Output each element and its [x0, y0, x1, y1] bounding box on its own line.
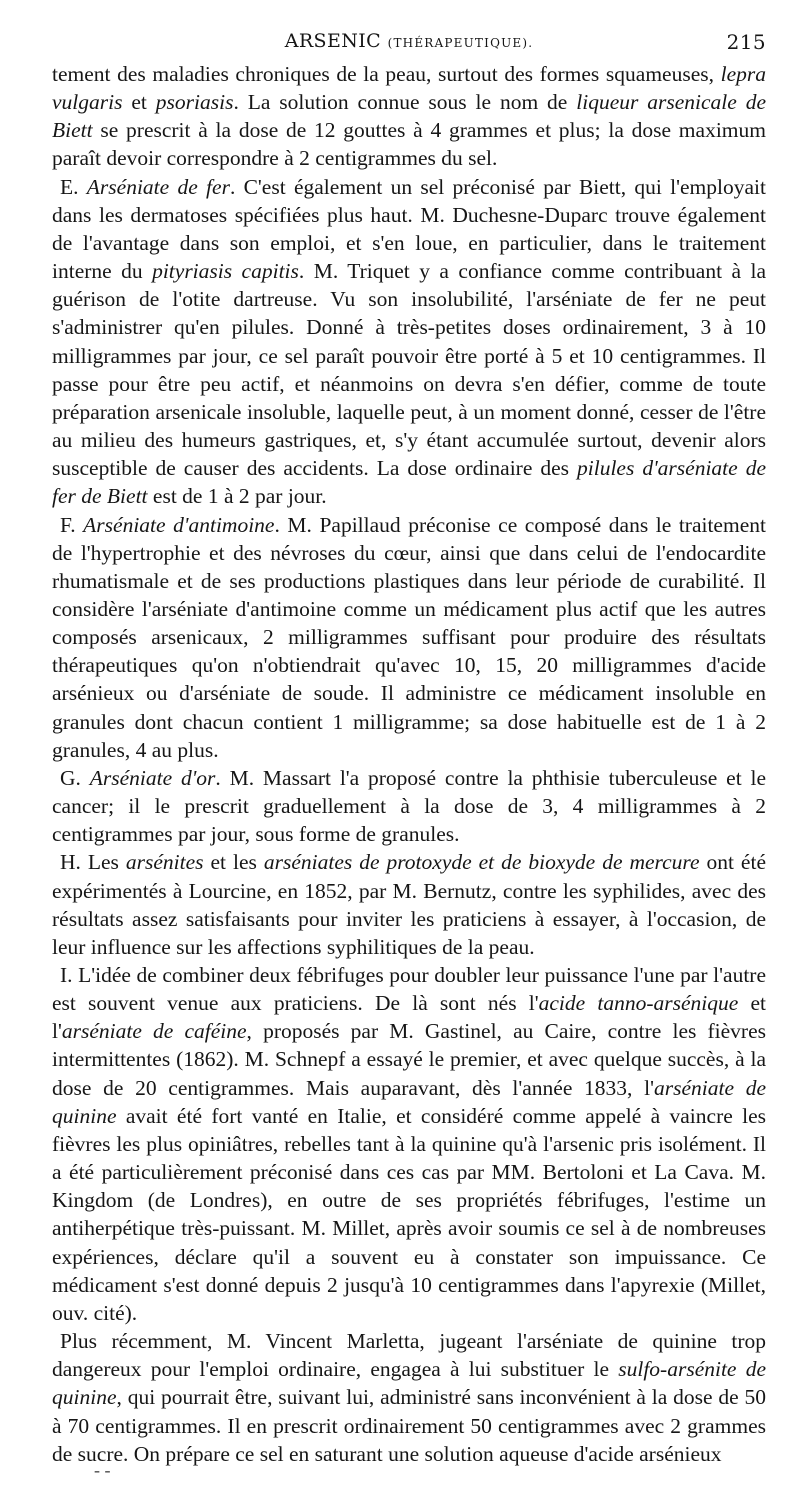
italic-term: arséniate de quinine	[52, 1075, 766, 1128]
italic-term: acide tanno-arsénique	[538, 991, 739, 1016]
italic-term: Arséniate d'or	[89, 765, 216, 790]
text-run: Plus récemment, M. Vincent Marletta, jugeant l'arséniate de quinine trop dangereux pour l'emploi ordinaire, engagea à lui substituer le	[52, 1329, 766, 1382]
text-run: G.	[60, 765, 90, 790]
text-run: . M. Papillaud préconise ce composé dans le traitement de l'hypertrophie et des névroses du cœur, ainsi que dans celui de l'endocardite rhumatismale et de ses productions plastiques dans leur période de curabilité. Il considère l'arséniate d'antimoine comme un médicament plus actif que les autres composés arsenicaux, 2 milligrammes suffisant pour produire des résultats thérapeutiques qu'on n'obtiendrait qu'avec 10, 15, 20 milligrammes d'acide arsénieux ou d'arséniate de soude. Il administre ce médicament insoluble en granules dont chacun contient 1 milligramme; sa dose habituelle est de 1 à 2 granules, 4 au plus.	[52, 512, 766, 762]
running-title-main: ARSENIC	[284, 30, 382, 52]
text-run: . La solution connue sous le nom de	[233, 90, 577, 115]
italic-term: pilules d'arséniate de fer de Biett	[52, 456, 766, 509]
text-run: E.	[60, 174, 87, 199]
italic-term: arsénites	[125, 850, 204, 875]
paragraph	[52, 848, 766, 961]
text-run: et les	[203, 850, 264, 875]
text-run: . M. Massart l'a proposé contre la phthisie tuberculeuse et le cancer; il le prescrit graduellement à la dose de 3, 4 milligrammes à 2 centigrammes par jour, sous forme de granules.	[52, 765, 766, 847]
italic-term: Arséniate d'antimoine	[83, 512, 275, 537]
italic-term: arséniates de protoxyde et de bioxyde de mercure	[263, 850, 700, 875]
text-run: , proposés par M. Gastinel, au Caire, contre les fièvres intermittentes (1862). M. Schnepf a essayé le premier, et avec quelque succès, à la dose de 20 centigrammes. Mais auparavant, dès l'année 1833, l'	[52, 1019, 766, 1100]
text-run: . M. Triquet y a confiance comme contribuant à la guérison de l'otite dartreuse. Vu son insolubilité, l'arséniate de fer ne peut s'administrer qu'en pilules. Donné à très-petites doses ordinairement, 3 à 10 milligrammes par jour, ce sel paraît pouvoir être porté à 5 et 10 centigrammes. Il passe pour être peu actif, et néanmoins on devra s'en défier, comme de toute préparation arsenicale insoluble, laquelle peut, à un moment donné, cesser de l'être au milieu des humeurs gastriques, et, s'y étant accumulée surtout, devenir alors susceptible de causer des accidents. La dose ordinaire des	[52, 259, 766, 481]
page-number: 215	[726, 30, 766, 54]
text-run: F.	[60, 512, 84, 537]
italic-term: psoriasis	[155, 90, 234, 115]
text-run: avait été fort vanté en Italie, et considéré comme appelé à vaincre les fièvres les plus opiniâtres, rebelles tant à la quinine qu'à l'arsenic pris isolément. Il a été particulièrement préconisé dans ces cas par MM. Bertoloni et La Cava. M. Kingdom (de Londres), en outre de ses propriétés fébrifuges, l'estime un antiherpétique très-puissant. M. Millet, après avoir soumis ce sel à de nombreuses expériences, déclare qu'il a souvent eu à constater son impuissance. Ce médicament s'est donné depuis 2 jusqu'à 10 centigrammes dans l'apyrexie (Millet, ouv. cité).	[52, 1103, 766, 1325]
paragraph	[52, 961, 766, 1327]
footer-mark: - -	[94, 1460, 111, 1480]
italic-term: liqueur arsenicale de Biett	[52, 90, 766, 143]
paragraph	[52, 173, 766, 511]
running-title	[285, 30, 534, 52]
text-run: et l'	[52, 991, 766, 1044]
paragraph	[52, 60, 766, 173]
text-run: est de 1 à 2 par jour.	[147, 484, 327, 509]
paragraph	[52, 1327, 766, 1468]
italic-term: pityriasis capitis	[152, 259, 299, 284]
running-header	[52, 30, 766, 60]
text-run: tement des maladies chroniques de la peau, surtout des formes squameuses,	[52, 62, 721, 86]
text-run: se prescrit à la dose de 12 gouttes à 4 grammes et plus; la dose maximum paraît devoir correspondre à 2 centigrammes du sel.	[52, 118, 766, 171]
text-run: , qui pourrait être, suivant lui, administré sans inconvénient à la dose de 50 à 70 centigrammes. Il en prescrit ordinairement 50 centigrammes avec 2 grammes de sucre. On prépare ce sel en saturant une solution aqueuse d'acide arsénieux	[52, 1385, 766, 1466]
text-run: . C'est également un sel préconisé par Biett, qui l'employait dans les dermatoses spécifiées plus haut. M. Duchesne-Duparc trouve également de l'avantage dans son emploi, et s'en loue, en particulier, dans le traitement interne du	[52, 174, 766, 284]
paragraph	[52, 764, 766, 848]
text-run: H. Les	[60, 850, 126, 875]
italic-term: Arséniate de fer	[86, 174, 230, 199]
italic-term: arséniate de caféine	[61, 1019, 247, 1044]
running-title-sub: (THÉRAPEUTIQUE).	[387, 36, 534, 50]
body-text	[52, 60, 766, 1468]
paragraph	[52, 511, 766, 764]
text-run: I. L'idée de combiner deux fébrifuges pour doubler leur puissance l'une par l'autre est souvent venue aux praticiens. De là sont nés l'	[52, 963, 766, 1016]
italic-term: sulfo-arsénite de quinine	[52, 1357, 766, 1410]
text-run: et	[122, 90, 156, 115]
text-run: ont été expérimentés à Lourcine, en 1852, par M. Bernutz, contre les syphilides, avec des résultats assez satisfaisants pour inviter les praticiens à essayer, à l'occasion, de leur influence sur les affections syphilitiques de la peau.	[52, 850, 766, 959]
italic-term: lepra vulgaris	[52, 62, 766, 115]
